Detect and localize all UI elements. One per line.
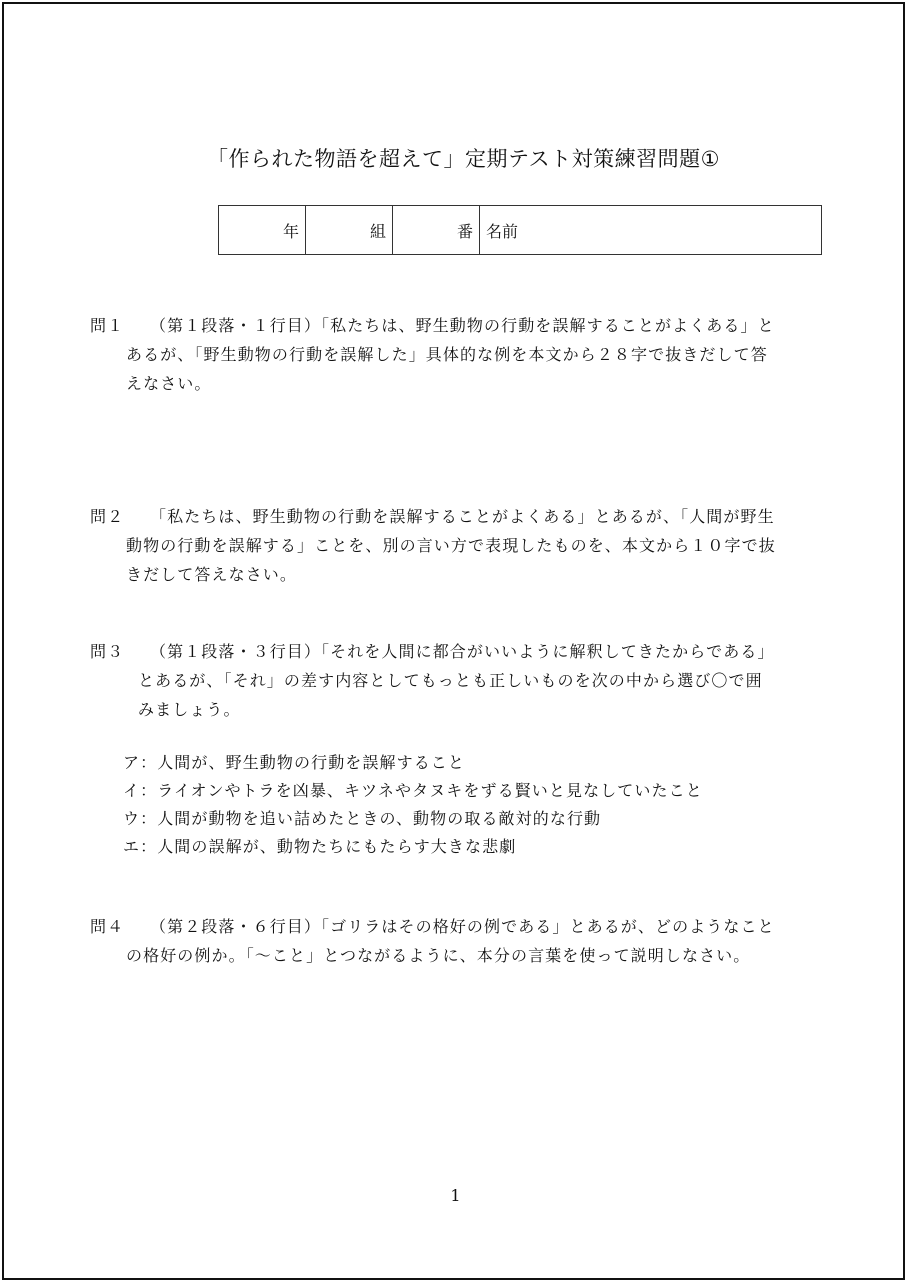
question-3 bbox=[90, 637, 830, 724]
question-line: えなさい。 bbox=[126, 374, 212, 393]
question-1 bbox=[90, 311, 830, 398]
question-4 bbox=[90, 912, 830, 970]
question-line: みましょう。 bbox=[138, 700, 241, 719]
choice-e: エ：人間の誤解が、動物たちにもたらす大きな悲劇 bbox=[123, 837, 517, 856]
question-number: 問４ bbox=[90, 917, 125, 936]
question-3-choices bbox=[123, 749, 703, 861]
year-label: 年 bbox=[282, 221, 299, 241]
student-info-table bbox=[218, 205, 822, 255]
number-label: 番 bbox=[456, 221, 473, 241]
question-line: 問１ （第１段落・１行目）「私たちは、野生動物の行動を誤解することがよくある」と bbox=[90, 311, 830, 340]
question-line: きだして答えなさい。 bbox=[126, 565, 298, 584]
choice-i: イ：ライオンやトラを凶暴、キツネやタヌキをずる賢いと見なしていたこと bbox=[123, 781, 703, 800]
number-cell bbox=[393, 206, 480, 255]
page-number: 1 bbox=[450, 1186, 461, 1205]
question-number: 問２ bbox=[90, 507, 125, 526]
year-cell bbox=[219, 206, 306, 255]
question-number: 問１ bbox=[90, 316, 125, 335]
question-line: 問４ （第２段落・６行目）「ゴリラはその格好の例である」とあるが、どのようなこと bbox=[90, 912, 830, 941]
name-cell bbox=[480, 206, 822, 255]
choice-a: ア：人間が、野生動物の行動を誤解すること bbox=[123, 753, 466, 772]
page-title: 「作られた物語を超えて」定期テスト対策練習問題① bbox=[207, 147, 720, 171]
question-line: 動物の行動を誤解する」ことを、別の言い方で表現したものを、本文から１０字で抜 bbox=[126, 536, 776, 555]
name-label: 名前 bbox=[486, 221, 519, 241]
question-2 bbox=[90, 502, 830, 589]
question-number: 問３ bbox=[90, 642, 125, 661]
class-label: 組 bbox=[369, 221, 386, 241]
question-line: あるが、「野生動物の行動を誤解した」具体的な例を本文から２８字で抜きだして答 bbox=[126, 345, 768, 364]
question-line: の格好の例か。「～こと」とつながるように、本分の言葉を使って説明しなさい。 bbox=[126, 946, 751, 965]
question-line: 問３ （第１段落・３行目）「それを人間に都合がいいように解釈してきたからである」 bbox=[90, 637, 830, 666]
question-line: とあるが、「それ」の差す内容としてもっとも正しいものを次の中から選び〇で囲 bbox=[138, 671, 763, 690]
question-line: 問２ 「私たちは、野生動物の行動を誤解することがよくある」とあるが、「人間が野生 bbox=[90, 502, 830, 531]
choice-u: ウ：人間が動物を追い詰めたときの、動物の取る敵対的な行動 bbox=[123, 809, 602, 828]
class-cell bbox=[306, 206, 393, 255]
